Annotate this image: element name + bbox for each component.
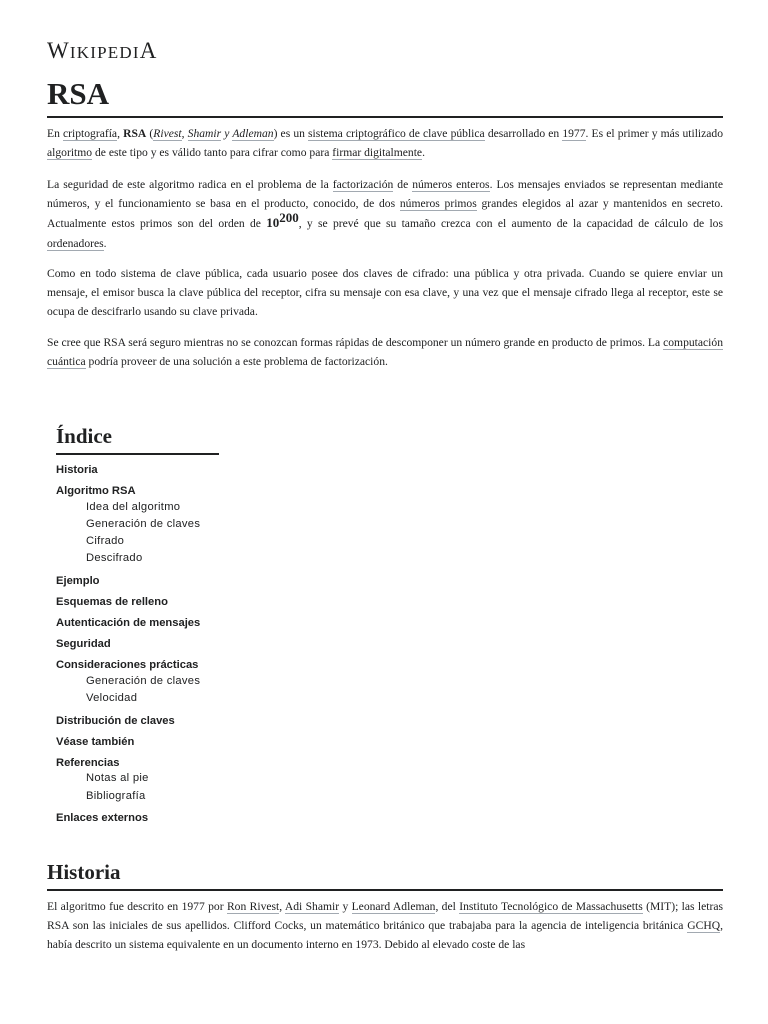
toc-item[interactable]: Esquemas de relleno bbox=[56, 596, 168, 609]
text-span: . bbox=[422, 146, 425, 160]
link-criptografia[interactable]: criptografía bbox=[63, 127, 118, 140]
quantum-paragraph bbox=[47, 333, 723, 371]
link-adi-shamir[interactable]: Adi Shamir bbox=[284, 900, 340, 913]
text-span: de bbox=[393, 178, 413, 191]
toc-item[interactable]: Ejemplo bbox=[56, 575, 100, 588]
toc-subitem[interactable]: Generación de claves bbox=[86, 674, 201, 687]
text-span: de este tipo y es válido tanto para cifrar como para bbox=[92, 146, 333, 160]
toc-item[interactable]: Seguridad bbox=[56, 638, 111, 651]
text-span: , bbox=[181, 127, 188, 140]
toc-subitem[interactable]: Notas al pie bbox=[86, 772, 149, 785]
wikipedia-wordmark[interactable] bbox=[47, 38, 158, 64]
toc-item[interactable]: Consideraciones prácticas bbox=[56, 659, 199, 672]
link-1977[interactable]: 1977 bbox=[562, 127, 586, 140]
text-span: y bbox=[339, 900, 352, 913]
table-of-contents bbox=[56, 424, 356, 826]
link-leonard-adleman[interactable]: Leonard Adleman bbox=[351, 900, 436, 913]
link-ordenadores[interactable]: ordenadores bbox=[47, 236, 104, 250]
link-adleman[interactable]: Adleman bbox=[232, 127, 274, 140]
toc-item[interactable]: Algoritmo RSA bbox=[56, 485, 136, 497]
link-computacion-cuantica[interactable]: computación cuántica bbox=[47, 336, 723, 369]
toc-item[interactable]: Distribución de claves bbox=[56, 714, 175, 727]
toc-subitem[interactable]: Bibliografía bbox=[86, 789, 146, 802]
section-divider bbox=[47, 889, 723, 891]
text-span: desarrollado en bbox=[484, 127, 563, 140]
link-shamir[interactable]: Shamir bbox=[187, 127, 222, 140]
toc-subitem[interactable]: Generación de claves bbox=[86, 517, 201, 530]
link-firmar-digitalmente[interactable]: firmar digitalmente bbox=[332, 146, 423, 160]
text-span: (MIT); las letras RSA son las iniciales de sus apellidos. Clifford Cocks, un matemático británico que trabajaba para la agencia de inteligencia británica bbox=[47, 900, 723, 933]
wordmark-final: A bbox=[139, 38, 158, 63]
intro-paragraph bbox=[47, 124, 723, 162]
link-mit[interactable]: Instituto Tecnológico de Massachusetts bbox=[459, 900, 643, 913]
toc-item[interactable]: Historia bbox=[56, 464, 98, 476]
wordmark-middle: IKIPEDI bbox=[69, 43, 140, 62]
text-span: El algoritmo fue descrito en 1977 por bbox=[47, 900, 227, 913]
text-span: ) es un bbox=[273, 127, 309, 140]
text-span: grandes elegidos al azar y mantenidos en secreto. Actualmente estos primos son del orden de bbox=[47, 197, 724, 231]
keys-paragraph: Como en todo sistema de clave pública, cada usuario posee dos claves de cifrado: una pública y otra privada. Cuando se quiere enviar un mensaje, el emisor busca la clave pública del receptor, cifra su mensaje con esa clave, y una vez que el mensaje cifrado llega al receptor, este se ocupa de descifrarlo usando su clave privada. bbox=[47, 267, 723, 319]
text-span: . Es el primer y más utilizado bbox=[585, 127, 724, 140]
text-span: . bbox=[103, 236, 107, 250]
toc-subitem[interactable]: Descifrado bbox=[86, 552, 143, 565]
toc-item[interactable]: Véase también bbox=[56, 735, 135, 748]
text-span: , bbox=[279, 900, 285, 913]
text-span: , del bbox=[435, 900, 460, 913]
history-paragraph bbox=[47, 897, 723, 955]
bold-rsa: RSA bbox=[123, 127, 147, 140]
wordmark-initial: W bbox=[47, 38, 70, 63]
toc-item[interactable]: Enlaces externos bbox=[56, 812, 149, 825]
link-factorizacion[interactable]: factorización bbox=[332, 178, 394, 191]
toc-subitem[interactable]: Velocidad bbox=[86, 691, 138, 704]
toc-subitem[interactable]: Idea del algoritmo bbox=[86, 500, 181, 513]
text-span: y bbox=[221, 127, 233, 140]
toc-subitem[interactable]: Cifrado bbox=[86, 535, 125, 548]
text-span: La seguridad de este algoritmo radica en el problema de la bbox=[47, 178, 333, 191]
text-span: podría proveer de una solución a este problema de factorización. bbox=[85, 355, 388, 369]
link-ron-rivest[interactable]: Ron Rivest bbox=[226, 900, 280, 913]
text-span: . Los mensajes enviados se representan mediante números, y el funcionamiento se basa en el producto, conocido, de dos bbox=[47, 178, 723, 211]
link-numeros-primos[interactable]: números primos bbox=[399, 197, 477, 211]
link-rivest[interactable]: Rivest bbox=[153, 127, 182, 140]
security-paragraph bbox=[47, 175, 723, 253]
link-algoritmo[interactable]: algoritmo bbox=[47, 146, 93, 160]
text-span: , y se prevé que su tamaño crezca con el aumento de la capacidad de cálculo de los bbox=[298, 217, 723, 231]
power-base: 10 bbox=[266, 215, 280, 231]
power-exponent: 200 bbox=[279, 210, 299, 226]
section-heading-historia: Historia bbox=[47, 860, 121, 884]
link-sistema-criptografico[interactable]: sistema criptográfico de clave pública bbox=[308, 127, 485, 140]
text-span: , bbox=[117, 127, 124, 140]
title-divider bbox=[47, 116, 723, 118]
toc-list bbox=[56, 463, 356, 826]
toc-item[interactable]: Autenticación de mensajes bbox=[56, 617, 201, 630]
page-title: RSA bbox=[47, 76, 110, 111]
text-span: Se cree que RSA será seguro mientras no se conozcan formas rápidas de descomponer un número grande en producto de primos. La bbox=[47, 336, 664, 349]
toc-title: Índice bbox=[56, 424, 219, 455]
text-span: En bbox=[47, 127, 63, 140]
link-gchq[interactable]: GCHQ bbox=[687, 919, 721, 933]
text-span: , había descrito un sistema equivalente en un documento interno en 1973. Debido al elevado coste de las bbox=[47, 919, 723, 952]
text-span: ( bbox=[146, 127, 154, 140]
link-numeros-enteros[interactable]: números enteros bbox=[412, 178, 490, 191]
toc-item[interactable]: Referencias bbox=[56, 756, 120, 769]
